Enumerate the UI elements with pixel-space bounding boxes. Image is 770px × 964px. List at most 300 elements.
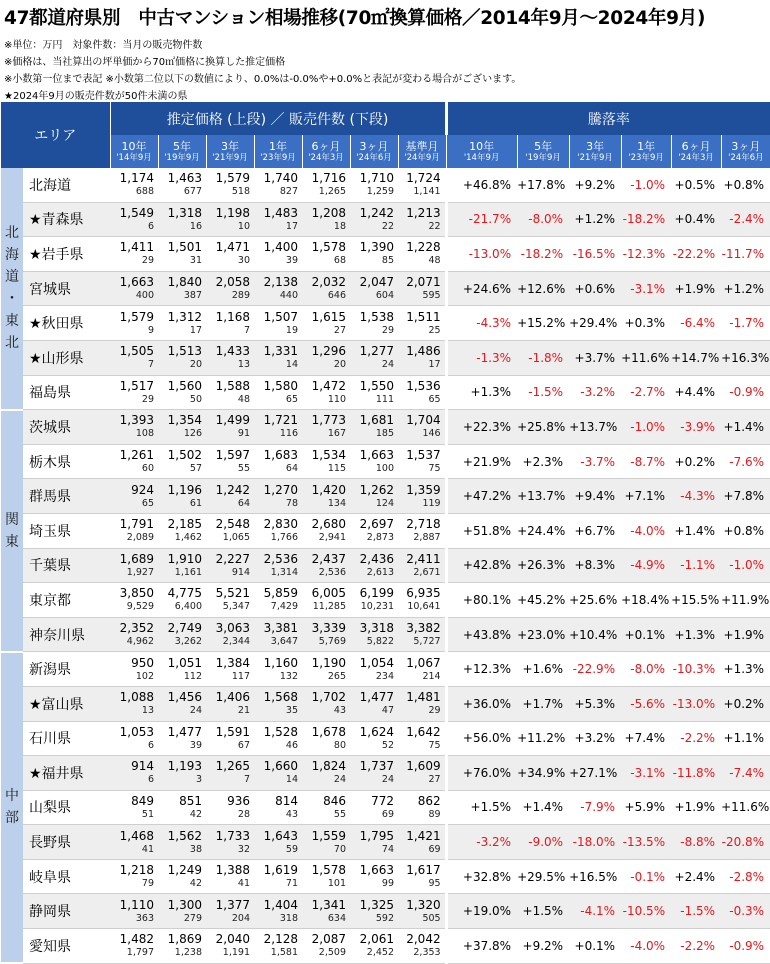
col-month: '21年9月 xyxy=(577,152,613,163)
price-cell xyxy=(350,340,398,375)
listing-count: 7 xyxy=(243,774,250,786)
change-rate: -9.0% xyxy=(517,825,569,860)
listing-count: 24 xyxy=(381,359,394,371)
change-rate: -4.0% xyxy=(621,929,671,964)
price-cell xyxy=(302,548,350,583)
change-rate: +1.5% xyxy=(446,790,517,825)
prefecture-name: 新潟県 xyxy=(23,652,110,687)
listing-count: 10,641 xyxy=(407,601,441,613)
change-rate: +1.6% xyxy=(517,652,569,687)
listing-count: 9,529 xyxy=(126,601,154,613)
price-cell xyxy=(302,513,350,548)
estimated-price: 1,643 xyxy=(263,828,298,843)
table-row xyxy=(1,340,770,375)
prefecture-name: 石川県 xyxy=(23,721,110,756)
price-cell xyxy=(158,790,206,825)
prefecture-name: 愛知県 xyxy=(23,929,110,964)
price-cell xyxy=(206,444,254,479)
price-cell xyxy=(254,583,302,618)
estimated-price: 2,061 xyxy=(359,932,394,947)
change-rate: +29.5% xyxy=(517,859,569,894)
listing-count: 2,353 xyxy=(413,947,441,959)
prefecture-name: 茨城県 xyxy=(23,410,110,445)
estimated-price: 1,528 xyxy=(263,724,298,739)
price-cell xyxy=(350,583,398,618)
col-month: '14年9月 xyxy=(463,152,500,163)
change-col-header xyxy=(721,135,770,168)
listing-count: 79 xyxy=(141,878,154,890)
change-rate: +5.9% xyxy=(621,790,671,825)
price-cell xyxy=(398,686,446,721)
table-row xyxy=(1,929,770,964)
listing-count: 78 xyxy=(285,497,298,509)
change-rate: -7.6% xyxy=(721,444,770,479)
region-label-char: ・ xyxy=(5,291,19,308)
col-period: 5年 xyxy=(534,139,553,153)
change-rate: +1.2% xyxy=(721,271,770,306)
listing-count: 6 xyxy=(147,774,154,786)
listing-count: 80 xyxy=(333,739,346,751)
estimated-price: 3,381 xyxy=(263,621,298,636)
estimated-price: 1,511 xyxy=(406,309,441,324)
listing-count: 24 xyxy=(189,705,202,717)
price-cell xyxy=(302,340,350,375)
estimated-price: 1,406 xyxy=(215,690,250,705)
listing-count: 74 xyxy=(381,843,394,855)
listing-count: 7 xyxy=(243,324,250,336)
listing-count: 1,141 xyxy=(413,186,441,198)
price-cell xyxy=(302,271,350,306)
change-rate: -1.5% xyxy=(671,894,721,929)
estimated-price: 2,032 xyxy=(311,275,346,290)
col-period: 3年 xyxy=(221,139,239,153)
change-rate: -3.1% xyxy=(621,271,671,306)
estimated-price: 2,830 xyxy=(263,517,298,532)
price-cell xyxy=(350,859,398,894)
estimated-price: 1,513 xyxy=(167,344,202,359)
change-rate: +8.3% xyxy=(569,548,621,583)
price-cell xyxy=(302,306,350,341)
col-month: '23年9月 xyxy=(260,152,296,163)
listing-count: 64 xyxy=(285,463,298,475)
listing-count: 65 xyxy=(428,393,441,405)
change-rate: +10.4% xyxy=(569,617,621,652)
listing-count: 1,797 xyxy=(126,947,154,959)
price-cell xyxy=(302,583,350,618)
listing-count: 592 xyxy=(375,912,394,924)
estimated-price: 1,710 xyxy=(359,171,394,186)
price-cell xyxy=(350,548,398,583)
change-rate: +32.8% xyxy=(446,859,517,894)
change-col-header xyxy=(569,135,621,168)
listing-count: 318 xyxy=(279,912,298,924)
price-cell xyxy=(110,825,158,860)
listing-count: 52 xyxy=(381,739,394,751)
price-cell xyxy=(302,790,350,825)
price-cell xyxy=(110,168,158,202)
listing-count: 42 xyxy=(189,878,202,890)
estimated-price: 6,005 xyxy=(311,586,346,601)
price-cell xyxy=(302,859,350,894)
listing-count: 69 xyxy=(428,843,441,855)
estimated-price: 1,702 xyxy=(311,690,346,705)
change-rate: -2.8% xyxy=(721,859,770,894)
listing-count: 24 xyxy=(381,774,394,786)
listing-count: 2,452 xyxy=(366,947,394,959)
price-cell xyxy=(302,168,350,202)
estimated-price: 1,477 xyxy=(167,724,202,739)
listing-count: 27 xyxy=(428,774,441,786)
listing-count: 61 xyxy=(189,497,202,509)
prefecture-name: 群馬県 xyxy=(23,479,110,514)
listing-count: 505 xyxy=(422,912,441,924)
estimated-price: 1,477 xyxy=(359,690,394,705)
price-cell xyxy=(110,513,158,548)
price-cell xyxy=(350,825,398,860)
estimated-price: 1,481 xyxy=(406,690,441,705)
estimated-price: 5,859 xyxy=(263,586,298,601)
prefecture-name: 神奈川県 xyxy=(23,617,110,652)
price-cell xyxy=(254,237,302,272)
change-rate: +9.2% xyxy=(517,929,569,964)
estimated-price: 2,128 xyxy=(263,932,298,947)
listing-count: 363 xyxy=(135,912,154,924)
col-month: '23年9月 xyxy=(628,152,664,163)
change-rate: +15.2% xyxy=(517,306,569,341)
price-cell xyxy=(302,721,350,756)
change-rate: -6.4% xyxy=(671,306,721,341)
price-cell xyxy=(398,479,446,514)
table-row xyxy=(1,202,770,237)
price-cell xyxy=(398,583,446,618)
price-cell xyxy=(302,479,350,514)
estimated-price: 1,550 xyxy=(359,378,394,393)
region-label xyxy=(1,652,23,963)
price-cell xyxy=(110,859,158,894)
estimated-price: 1,318 xyxy=(167,205,202,220)
price-cell xyxy=(110,894,158,929)
estimated-price: 1,578 xyxy=(311,240,346,255)
listing-count: 35 xyxy=(285,705,298,717)
listing-count: 68 xyxy=(333,255,346,267)
col-month: '21年9月 xyxy=(212,152,248,163)
price-col-header xyxy=(302,135,350,168)
estimated-price: 2,042 xyxy=(406,932,441,947)
price-cell xyxy=(398,859,446,894)
prefecture-name: 北海道 xyxy=(23,168,110,202)
price-cell xyxy=(110,686,158,721)
col-period: 1年 xyxy=(637,139,656,153)
change-rate: -2.2% xyxy=(671,721,721,756)
table-row xyxy=(1,444,770,479)
estimated-price: 1,740 xyxy=(263,171,298,186)
price-cell xyxy=(254,652,302,687)
change-rate: -16.5% xyxy=(569,237,621,272)
listing-count: 688 xyxy=(135,186,154,198)
estimated-price: 1,737 xyxy=(359,759,394,774)
estimated-price: 950 xyxy=(131,655,154,670)
listing-count: 132 xyxy=(279,670,298,682)
listing-count: 5,769 xyxy=(318,636,346,648)
change-rate: +24.4% xyxy=(517,513,569,548)
price-cell xyxy=(302,617,350,652)
price-cell xyxy=(206,859,254,894)
price-cell xyxy=(110,548,158,583)
listing-count: 1,065 xyxy=(222,532,250,544)
estimated-price: 849 xyxy=(131,793,154,808)
change-rate: +1.3% xyxy=(721,652,770,687)
listing-count: 5,822 xyxy=(366,636,394,648)
change-rate: -8.7% xyxy=(621,444,671,479)
listing-count: 634 xyxy=(327,912,346,924)
col-period: 10年 xyxy=(469,139,495,153)
listing-count: 22 xyxy=(381,220,394,232)
price-cell xyxy=(302,686,350,721)
price-cell xyxy=(302,756,350,791)
listing-count: 1,314 xyxy=(270,566,298,578)
estimated-price: 1,537 xyxy=(406,448,441,463)
change-col-header xyxy=(671,135,721,168)
estimated-price: 1,482 xyxy=(119,932,154,947)
estimated-price: 1,678 xyxy=(311,724,346,739)
price-cell xyxy=(254,617,302,652)
estimated-price: 1,051 xyxy=(167,655,202,670)
estimated-price: 1,213 xyxy=(406,205,441,220)
price-cell xyxy=(206,652,254,687)
listing-count: 99 xyxy=(381,878,394,890)
price-cell xyxy=(110,375,158,410)
listing-count: 126 xyxy=(183,428,202,440)
estimated-price: 1,507 xyxy=(263,309,298,324)
change-rate: +11.9% xyxy=(721,583,770,618)
price-cell xyxy=(158,756,206,791)
change-rate: -8.8% xyxy=(671,825,721,860)
price-cell xyxy=(254,306,302,341)
estimated-price: 1,300 xyxy=(167,897,202,912)
col-period: 3年 xyxy=(586,139,605,153)
estimated-price: 1,198 xyxy=(215,205,250,220)
estimated-price: 1,499 xyxy=(215,413,250,428)
estimated-price: 1,721 xyxy=(263,413,298,428)
price-cell xyxy=(398,825,446,860)
change-col-header xyxy=(517,135,569,168)
listing-count: 11,285 xyxy=(312,601,346,613)
price-cell xyxy=(350,652,398,687)
estimated-price: 2,185 xyxy=(167,517,202,532)
price-cell xyxy=(158,686,206,721)
col-month: '19年9月 xyxy=(525,152,561,163)
estimated-price: 1,910 xyxy=(167,551,202,566)
listing-count: 110 xyxy=(327,393,346,405)
change-rate: -13.0% xyxy=(671,686,721,721)
change-rate: -3.9% xyxy=(671,410,721,445)
col-month: '14年9月 xyxy=(116,152,152,163)
change-rate: +1.4% xyxy=(721,410,770,445)
price-cell xyxy=(254,825,302,860)
price-cell xyxy=(158,548,206,583)
listing-count: 646 xyxy=(327,290,346,302)
change-rate: -4.0% xyxy=(621,513,671,548)
price-cell xyxy=(206,410,254,445)
listing-count: 2,536 xyxy=(318,566,346,578)
price-cell xyxy=(110,306,158,341)
price-cell xyxy=(254,894,302,929)
table-row xyxy=(1,375,770,410)
change-rate: +15.5% xyxy=(671,583,721,618)
listing-count: 518 xyxy=(231,186,250,198)
estimated-price: 1,384 xyxy=(215,655,250,670)
estimated-price: 1,591 xyxy=(215,724,250,739)
estimated-price: 1,663 xyxy=(359,863,394,878)
change-rate: +0.1% xyxy=(621,617,671,652)
change-rate: -3.2% xyxy=(446,825,517,860)
change-rate: +13.7% xyxy=(569,410,621,445)
change-rate: +13.7% xyxy=(517,479,569,514)
change-rate: +1.7% xyxy=(517,686,569,721)
col-month: '24年9月 xyxy=(404,152,440,163)
listing-count: 5,727 xyxy=(413,636,441,648)
change-rate: -21.7% xyxy=(446,202,517,237)
listing-count: 29 xyxy=(141,255,154,267)
change-rate: +1.3% xyxy=(671,617,721,652)
price-cell xyxy=(206,790,254,825)
price-cell xyxy=(398,929,446,964)
price-cell xyxy=(206,756,254,791)
prefecture-name: ★青森県 xyxy=(23,202,110,237)
price-cell xyxy=(206,513,254,548)
estimated-price: 1,359 xyxy=(406,482,441,497)
price-cell xyxy=(398,271,446,306)
estimated-price: 1,193 xyxy=(167,759,202,774)
change-rate: -1.3% xyxy=(446,340,517,375)
change-rate: -8.0% xyxy=(621,652,671,687)
price-cell xyxy=(302,237,350,272)
price-cell xyxy=(398,756,446,791)
change-col-header xyxy=(446,135,517,168)
price-col-header xyxy=(254,135,302,168)
listing-count: 146 xyxy=(422,428,441,440)
change-rate: +7.8% xyxy=(721,479,770,514)
change-rate: -12.3% xyxy=(621,237,671,272)
change-rate: +25.6% xyxy=(569,583,621,618)
listing-count: 2,089 xyxy=(126,532,154,544)
price-cell xyxy=(302,825,350,860)
change-rate: +24.6% xyxy=(446,271,517,306)
price-cell xyxy=(398,790,446,825)
price-cell xyxy=(206,617,254,652)
change-col-header xyxy=(621,135,671,168)
change-rate: +1.1% xyxy=(721,721,770,756)
listing-count: 10 xyxy=(237,220,250,232)
listing-count: 71 xyxy=(285,878,298,890)
listing-count: 387 xyxy=(183,290,202,302)
listing-count: 7,429 xyxy=(270,601,298,613)
estimated-price: 3,850 xyxy=(119,586,154,601)
estimated-price: 1,704 xyxy=(406,413,441,428)
listing-count: 1,259 xyxy=(366,186,394,198)
listing-count: 43 xyxy=(285,808,298,820)
estimated-price: 1,683 xyxy=(263,448,298,463)
page-title: 47都道府県別 中古マンション相場推移(70㎡換算価格／2014年9月～2024年9月) xyxy=(4,8,706,29)
listing-count: 48 xyxy=(428,255,441,267)
estimated-price: 2,697 xyxy=(359,517,394,532)
change-rate: +4.4% xyxy=(671,375,721,410)
col-period: 基準月 xyxy=(405,139,439,153)
table-row xyxy=(1,168,770,202)
change-rate: +1.9% xyxy=(721,617,770,652)
listing-count: 27 xyxy=(333,324,346,336)
estimated-price: 6,199 xyxy=(359,586,394,601)
col-period: 6ヶ月 xyxy=(681,139,711,153)
change-rate: +47.2% xyxy=(446,479,517,514)
table-row xyxy=(1,271,770,306)
listing-count: 17 xyxy=(189,324,202,336)
price-cell xyxy=(350,756,398,791)
prefecture-name: ★秋田県 xyxy=(23,306,110,341)
estimated-price: 1,377 xyxy=(215,897,250,912)
estimated-price: 2,352 xyxy=(119,621,154,636)
price-cell xyxy=(158,617,206,652)
change-rate: -18.2% xyxy=(621,202,671,237)
region-label-char: 部 xyxy=(5,810,19,827)
change-rate: +1.9% xyxy=(671,271,721,306)
price-cell xyxy=(350,202,398,237)
table-row xyxy=(1,894,770,929)
estimated-price: 846 xyxy=(323,793,346,808)
estimated-price: 1,609 xyxy=(406,759,441,774)
listing-count: 13 xyxy=(141,705,154,717)
estimated-price: 1,218 xyxy=(119,863,154,878)
prefecture-name: 静岡県 xyxy=(23,894,110,929)
estimated-price: 1,773 xyxy=(311,413,346,428)
listing-count: 7 xyxy=(147,359,154,371)
listing-count: 20 xyxy=(189,359,202,371)
listing-count: 6 xyxy=(147,739,154,751)
estimated-price: 1,733 xyxy=(215,828,250,843)
estimated-price: 1,354 xyxy=(167,413,202,428)
estimated-price: 3,339 xyxy=(311,621,346,636)
estimated-price: 772 xyxy=(371,793,394,808)
estimated-price: 1,331 xyxy=(263,344,298,359)
price-cell xyxy=(350,306,398,341)
listing-count: 30 xyxy=(237,255,250,267)
change-rate: +0.4% xyxy=(671,202,721,237)
change-group-header: 騰落率 xyxy=(446,102,770,135)
listing-count: 75 xyxy=(428,739,441,751)
listing-count: 2,509 xyxy=(318,947,346,959)
estimated-price: 1,228 xyxy=(406,240,441,255)
price-cell xyxy=(254,929,302,964)
estimated-price: 1,642 xyxy=(406,724,441,739)
price-cell xyxy=(398,652,446,687)
prefecture-name: ★岩手県 xyxy=(23,237,110,272)
listing-count: 5,347 xyxy=(222,601,250,613)
region-label-char: 北 xyxy=(5,335,19,352)
estimated-price: 1,689 xyxy=(119,551,154,566)
listing-count: 1,927 xyxy=(126,566,154,578)
estimated-price: 3,382 xyxy=(406,621,441,636)
estimated-price: 2,040 xyxy=(215,932,250,947)
listing-count: 100 xyxy=(375,463,394,475)
estimated-price: 2,548 xyxy=(215,517,250,532)
price-cell xyxy=(206,548,254,583)
price-cell xyxy=(350,513,398,548)
change-rate: +12.3% xyxy=(446,652,517,687)
estimated-price: 1,663 xyxy=(119,275,154,290)
table-row xyxy=(1,410,770,445)
col-period: 5年 xyxy=(173,139,191,153)
estimated-price: 1,463 xyxy=(167,171,202,186)
